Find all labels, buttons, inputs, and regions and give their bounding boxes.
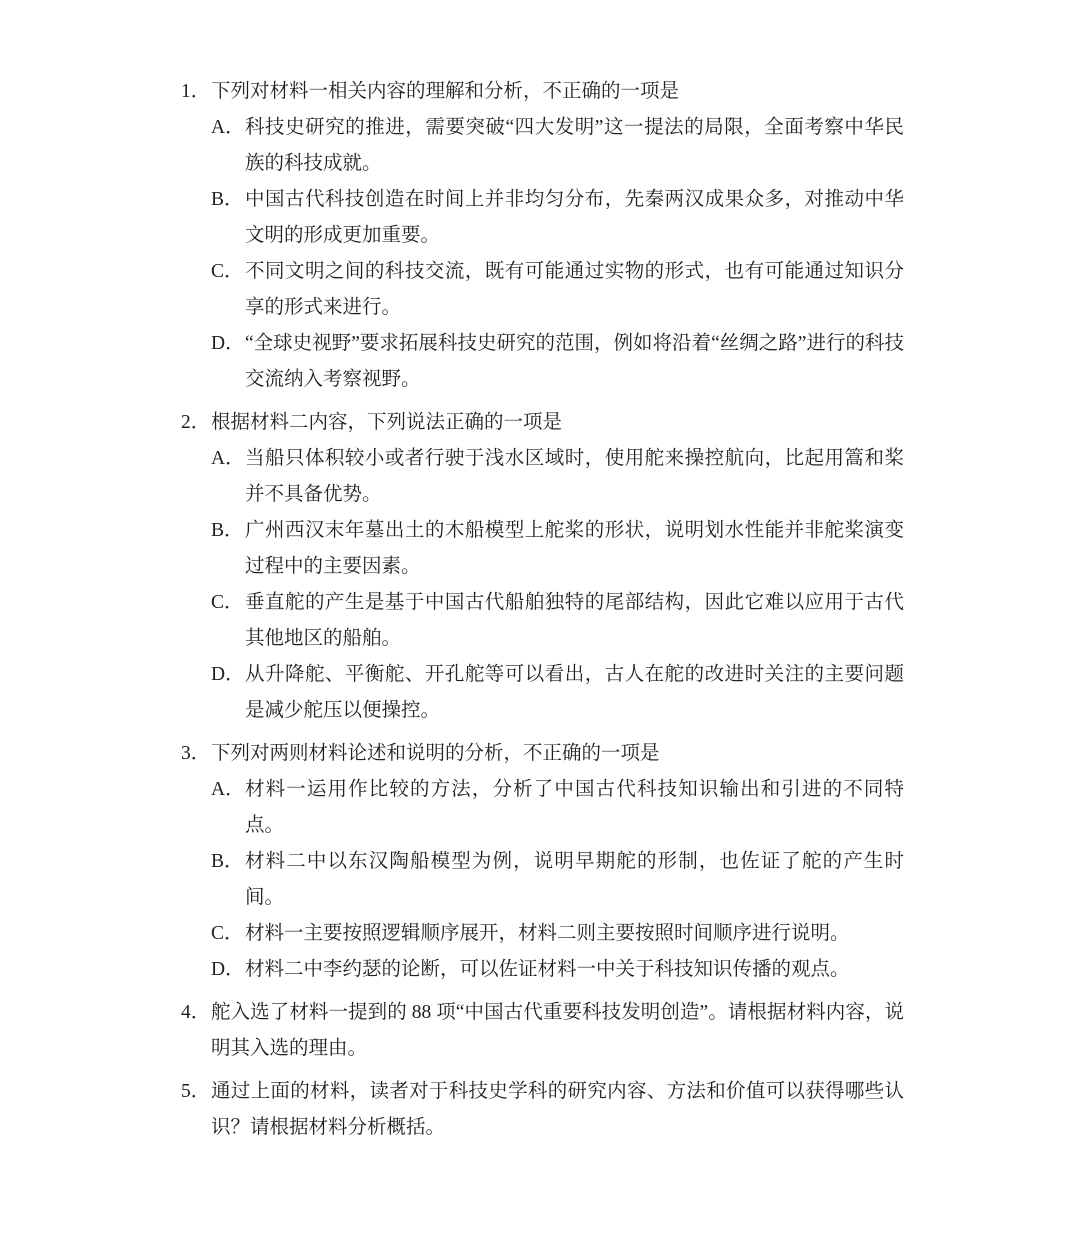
option-label: A． bbox=[211, 779, 245, 800]
question-text: 根据材料二内容，下列说法正确的一项是 bbox=[211, 412, 563, 433]
option-row-d bbox=[211, 326, 904, 398]
question-2 bbox=[181, 405, 904, 729]
option-label: A． bbox=[211, 448, 245, 469]
question-body bbox=[211, 1074, 904, 1146]
option-row-a bbox=[211, 441, 904, 513]
option-text: 不同文明之间的科技交流，既有可能通过实物的形式，也有可能通过知识分享的形式来进行。 bbox=[245, 261, 904, 318]
question-text: 下列对材料一相关内容的理解和分析，不正确的一项是 bbox=[211, 81, 680, 102]
option-label: C． bbox=[211, 592, 244, 613]
option-row-c bbox=[211, 916, 904, 952]
option-row-c bbox=[211, 254, 904, 326]
option-row-d bbox=[211, 952, 904, 988]
options-list bbox=[211, 110, 904, 398]
question-text: 下列对两则材料论述和说明的分析，不正确的一项是 bbox=[211, 743, 660, 764]
option-label: D． bbox=[211, 333, 245, 354]
option-label: D． bbox=[211, 664, 245, 685]
option-text: 科技史研究的推进，需要突破“四大发明”这一提法的局限，全面考察中华民族的科技成就。 bbox=[245, 117, 904, 174]
question-number: 3． bbox=[181, 743, 211, 764]
option-text: 当船只体积较小或者行驶于浅水区域时，使用舵来操控航向，比起用篙和桨并不具备优势。 bbox=[245, 448, 904, 505]
option-label: A． bbox=[211, 117, 245, 138]
question-4 bbox=[181, 995, 904, 1067]
option-row-d bbox=[211, 657, 904, 729]
option-text: “全球史视野”要求拓展科技史研究的范围，例如将沿着“丝绸之路”进行的科技交流纳入考察视野。 bbox=[245, 333, 904, 390]
question-text: 通过上面的材料，读者对于科技史学科的研究内容、方法和价值可以获得哪些认识？请根据材料分析概括。 bbox=[211, 1081, 904, 1138]
option-label: B． bbox=[211, 520, 244, 541]
option-text: 垂直舵的产生是基于中国古代船舶独特的尾部结构，因此它难以应用于古代其他地区的船舶。 bbox=[245, 592, 904, 649]
option-label: B． bbox=[211, 189, 244, 210]
option-text: 中国古代科技创造在时间上并非均匀分布，先秦两汉成果众多，对推动中华文明的形成更加重要。 bbox=[245, 189, 904, 246]
option-label: C． bbox=[211, 923, 244, 944]
question-3 bbox=[181, 736, 904, 988]
option-row-c bbox=[211, 585, 904, 657]
option-text: 材料二中以东汉陶船模型为例，说明早期舵的形制，也佐证了舵的产生时间。 bbox=[245, 851, 904, 908]
question-number: 4． bbox=[181, 1002, 211, 1023]
option-text: 材料一主要按照逻辑顺序展开，材料二则主要按照时间顺序进行说明。 bbox=[245, 923, 850, 944]
question-body bbox=[211, 736, 904, 988]
option-row-a bbox=[211, 110, 904, 182]
question-body bbox=[211, 74, 904, 398]
options-list bbox=[211, 441, 904, 729]
option-text: 材料二中李约瑟的论断，可以佐证材料一中关于科技知识传播的观点。 bbox=[245, 959, 850, 980]
option-label: B． bbox=[211, 851, 244, 872]
question-body bbox=[211, 405, 904, 729]
question-body bbox=[211, 995, 904, 1067]
question-number: 2． bbox=[181, 412, 211, 433]
question-1 bbox=[181, 74, 904, 398]
option-label: D． bbox=[211, 959, 245, 980]
option-text: 从升降舵、平衡舵、开孔舵等可以看出，古人在舵的改进时关注的主要问题是减少舵压以便操控。 bbox=[245, 664, 904, 721]
option-text: 材料一运用作比较的方法，分析了中国古代科技知识输出和引进的不同特点。 bbox=[245, 779, 904, 836]
question-5 bbox=[181, 1074, 904, 1146]
option-row-b bbox=[211, 844, 904, 916]
option-label: C． bbox=[211, 261, 244, 282]
question-text: 舵入选了材料一提到的 88 项“中国古代重要科技发明创造”。请根据材料内容，说明其入选的理由。 bbox=[211, 1002, 904, 1059]
option-row-b bbox=[211, 513, 904, 585]
question-list bbox=[181, 74, 904, 1146]
option-text: 广州西汉末年墓出土的木船模型上舵桨的形状，说明划水性能并非舵桨演变过程中的主要因素。 bbox=[245, 520, 904, 577]
option-row-a bbox=[211, 772, 904, 844]
option-row-b bbox=[211, 182, 904, 254]
question-number: 1． bbox=[181, 81, 211, 102]
question-number: 5． bbox=[181, 1081, 211, 1102]
options-list bbox=[211, 772, 904, 988]
